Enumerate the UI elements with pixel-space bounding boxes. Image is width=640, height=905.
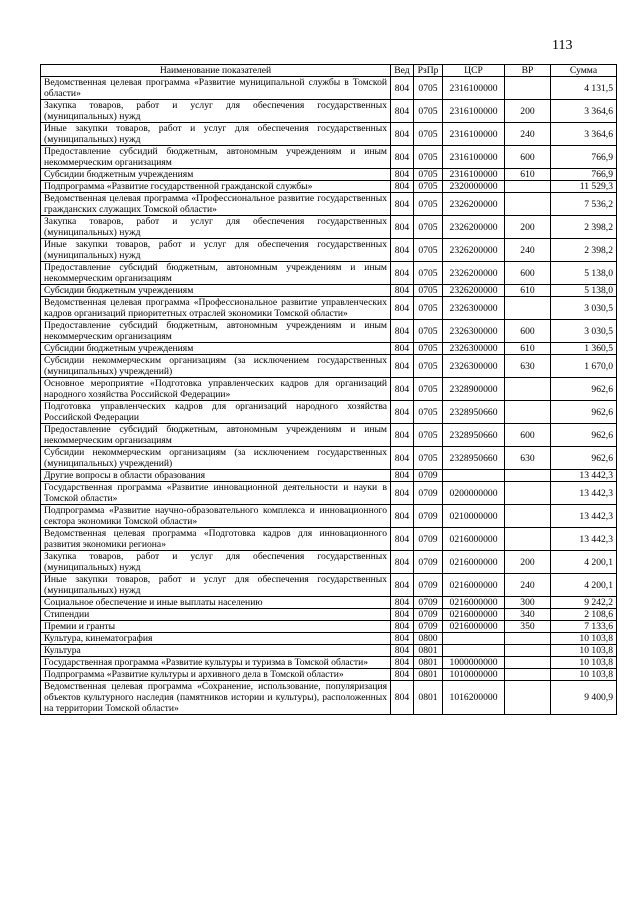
row-vr-cell: 630: [505, 355, 551, 378]
row-ved-cell: 804: [391, 609, 414, 621]
row-name-cell: Другие вопросы в области образования: [41, 470, 391, 482]
row-sum-cell: 766,9: [551, 146, 617, 169]
table-row: [41, 343, 617, 355]
row-csr-cell: 2326200000: [443, 262, 505, 285]
row-name-cell: Предоставление субсидий бюджетным, автономным учреждениям и иным некоммерческим организациям: [41, 262, 391, 285]
row-sum-cell: 962,6: [551, 378, 617, 401]
row-ved-cell: 804: [391, 574, 414, 597]
row-csr-cell: 0216000000: [443, 528, 505, 551]
row-name-cell: Ведомственная целевая программа «Профессиональное развитие управленческих кадров организаций приоритетных отраслей экономики Томской области»: [41, 297, 391, 320]
row-rzpr-cell: 0800: [414, 633, 443, 645]
row-rzpr-cell: 0709: [414, 597, 443, 609]
row-csr-cell: 2328900000: [443, 378, 505, 401]
row-rzpr-cell: 0705: [414, 123, 443, 146]
row-rzpr-cell: 0705: [414, 216, 443, 239]
table-row: [41, 669, 617, 681]
row-vr-cell: 610: [505, 285, 551, 297]
row-ved-cell: 804: [391, 470, 414, 482]
table-row: [41, 447, 617, 470]
table-row: [41, 239, 617, 262]
row-ved-cell: 804: [391, 123, 414, 146]
row-vr-cell: [505, 193, 551, 216]
row-rzpr-cell: 0705: [414, 447, 443, 470]
row-vr-cell: 200: [505, 100, 551, 123]
table-row: [41, 505, 617, 528]
table-row: [41, 378, 617, 401]
row-vr-cell: 600: [505, 262, 551, 285]
row-vr-cell: 350: [505, 621, 551, 633]
row-vr-cell: [505, 181, 551, 193]
row-sum-cell: 2 108,6: [551, 609, 617, 621]
row-sum-cell: 3 364,6: [551, 100, 617, 123]
row-rzpr-cell: 0801: [414, 657, 443, 669]
table-header-row: [41, 65, 617, 77]
table-row: [41, 657, 617, 669]
row-name-cell: Закупка товаров, работ и услуг для обеспечения государственных (муниципальных) нужд: [41, 551, 391, 574]
row-vr-cell: 200: [505, 216, 551, 239]
row-sum-cell: 1 670,0: [551, 355, 617, 378]
row-sum-cell: 7 536,2: [551, 193, 617, 216]
table-row: [41, 482, 617, 505]
table-row: [41, 551, 617, 574]
row-rzpr-cell: 0705: [414, 146, 443, 169]
row-sum-cell: 5 138,0: [551, 262, 617, 285]
row-sum-cell: 10 103,8: [551, 657, 617, 669]
row-rzpr-cell: 0705: [414, 297, 443, 320]
row-csr-cell: 2316100000: [443, 169, 505, 181]
row-sum-cell: 5 138,0: [551, 285, 617, 297]
table-row: [41, 100, 617, 123]
row-csr-cell: 0216000000: [443, 574, 505, 597]
row-name-cell: Субсидии бюджетным учреждениям: [41, 169, 391, 181]
row-csr-cell: 0216000000: [443, 621, 505, 633]
row-name-cell: Субсидии некоммерческим организациям (за исключением государственных (муниципальных) учреждений): [41, 355, 391, 378]
row-csr-cell: [443, 470, 505, 482]
row-vr-cell: [505, 77, 551, 100]
row-sum-cell: 962,6: [551, 401, 617, 424]
row-name-cell: Ведомственная целевая программа «Профессиональное развитие государственных гражданских служащих Томской области»: [41, 193, 391, 216]
row-name-cell: Иные закупки товаров, работ и услуг для обеспечения государственных (муниципальных) нужд: [41, 239, 391, 262]
row-ved-cell: 804: [391, 320, 414, 343]
row-sum-cell: 11 529,3: [551, 181, 617, 193]
row-csr-cell: 2326200000: [443, 216, 505, 239]
row-rzpr-cell: 0709: [414, 505, 443, 528]
row-rzpr-cell: 0705: [414, 193, 443, 216]
row-vr-cell: [505, 681, 551, 715]
row-vr-cell: [505, 645, 551, 657]
table-row: [41, 401, 617, 424]
row-ved-cell: 804: [391, 297, 414, 320]
row-name-cell: Субсидии некоммерческим организациям (за исключением государственных (муниципальных) учреждений): [41, 447, 391, 470]
row-csr-cell: 2320000000: [443, 181, 505, 193]
row-ved-cell: 804: [391, 424, 414, 447]
table-row: [41, 123, 617, 146]
row-vr-cell: [505, 378, 551, 401]
row-name-cell: Подпрограмма «Развитие государственной гражданской службы»: [41, 181, 391, 193]
row-ved-cell: 804: [391, 77, 414, 100]
row-vr-cell: [505, 633, 551, 645]
row-sum-cell: 4 200,1: [551, 574, 617, 597]
header-name: Наименование показателей: [41, 65, 391, 77]
page-number: 113: [552, 38, 573, 53]
row-rzpr-cell: 0709: [414, 528, 443, 551]
row-sum-cell: 13 442,3: [551, 505, 617, 528]
row-rzpr-cell: 0705: [414, 285, 443, 297]
row-rzpr-cell: 0705: [414, 378, 443, 401]
row-rzpr-cell: 0709: [414, 609, 443, 621]
table-row: [41, 285, 617, 297]
row-rzpr-cell: 0705: [414, 181, 443, 193]
row-ved-cell: 804: [391, 216, 414, 239]
row-name-cell: Основное мероприятие «Подготовка управленческих кадров для организаций народного хозяйства Российской Федерации»: [41, 378, 391, 401]
row-rzpr-cell: 0801: [414, 669, 443, 681]
table-row: [41, 320, 617, 343]
row-rzpr-cell: 0705: [414, 239, 443, 262]
row-csr-cell: 2326200000: [443, 285, 505, 297]
table-row: [41, 216, 617, 239]
row-ved-cell: 804: [391, 262, 414, 285]
row-name-cell: Предоставление субсидий бюджетным, автономным учреждениям и иным некоммерческим организациям: [41, 320, 391, 343]
row-csr-cell: 2326300000: [443, 343, 505, 355]
row-ved-cell: 804: [391, 169, 414, 181]
row-vr-cell: [505, 401, 551, 424]
row-name-cell: Стипендии: [41, 609, 391, 621]
row-csr-cell: 2316100000: [443, 123, 505, 146]
row-sum-cell: 3 030,5: [551, 320, 617, 343]
row-name-cell: Социальное обеспечение и иные выплаты населению: [41, 597, 391, 609]
row-vr-cell: [505, 528, 551, 551]
row-sum-cell: 1 360,5: [551, 343, 617, 355]
row-rzpr-cell: 0709: [414, 470, 443, 482]
row-vr-cell: [505, 470, 551, 482]
row-vr-cell: 610: [505, 169, 551, 181]
row-vr-cell: 610: [505, 343, 551, 355]
row-name-cell: Подпрограмма «Развитие научно-образовательного комплекса и инновационного сектора экономики Томской области»: [41, 505, 391, 528]
row-name-cell: Предоставление субсидий бюджетным, автономным учреждениям и иным некоммерческим организациям: [41, 146, 391, 169]
table-row: [41, 181, 617, 193]
table-row: [41, 574, 617, 597]
row-ved-cell: 804: [391, 343, 414, 355]
row-ved-cell: 804: [391, 447, 414, 470]
row-vr-cell: [505, 505, 551, 528]
row-ved-cell: 804: [391, 285, 414, 297]
row-ved-cell: 804: [391, 657, 414, 669]
row-rzpr-cell: 0705: [414, 100, 443, 123]
row-vr-cell: 200: [505, 551, 551, 574]
row-rzpr-cell: 0705: [414, 355, 443, 378]
row-rzpr-cell: 0705: [414, 77, 443, 100]
row-vr-cell: [505, 657, 551, 669]
row-sum-cell: 4 200,1: [551, 551, 617, 574]
row-csr-cell: 0216000000: [443, 609, 505, 621]
row-name-cell: Иные закупки товаров, работ и услуг для обеспечения государственных (муниципальных) нужд: [41, 123, 391, 146]
row-sum-cell: 2 398,2: [551, 239, 617, 262]
row-sum-cell: 766,9: [551, 169, 617, 181]
row-sum-cell: 4 131,5: [551, 77, 617, 100]
table-row: [41, 262, 617, 285]
table-row: [41, 621, 617, 633]
row-sum-cell: 13 442,3: [551, 470, 617, 482]
row-ved-cell: 804: [391, 355, 414, 378]
row-csr-cell: 2326300000: [443, 297, 505, 320]
row-vr-cell: 630: [505, 447, 551, 470]
row-csr-cell: [443, 645, 505, 657]
row-ved-cell: 804: [391, 100, 414, 123]
row-ved-cell: 804: [391, 482, 414, 505]
header-sum: Сумма: [551, 65, 617, 77]
row-csr-cell: 2328950660: [443, 401, 505, 424]
table-row: [41, 146, 617, 169]
row-sum-cell: 9 242,2: [551, 597, 617, 609]
row-sum-cell: 13 442,3: [551, 482, 617, 505]
row-csr-cell: 2316100000: [443, 146, 505, 169]
row-ved-cell: 804: [391, 633, 414, 645]
row-csr-cell: 2326300000: [443, 320, 505, 343]
row-csr-cell: 2326200000: [443, 239, 505, 262]
row-name-cell: Предоставление субсидий бюджетным, автономным учреждениям и иным некоммерческим организациям: [41, 424, 391, 447]
row-name-cell: Культура, кинематография: [41, 633, 391, 645]
table-row: [41, 470, 617, 482]
row-sum-cell: 10 103,8: [551, 645, 617, 657]
row-vr-cell: [505, 297, 551, 320]
row-csr-cell: 2326300000: [443, 355, 505, 378]
row-csr-cell: [443, 633, 505, 645]
table-row: [41, 193, 617, 216]
row-vr-cell: 340: [505, 609, 551, 621]
row-sum-cell: 10 103,8: [551, 633, 617, 645]
row-rzpr-cell: 0709: [414, 574, 443, 597]
table-row: [41, 355, 617, 378]
row-ved-cell: 804: [391, 401, 414, 424]
row-csr-cell: 1000000000: [443, 657, 505, 669]
row-ved-cell: 804: [391, 551, 414, 574]
row-sum-cell: 10 103,8: [551, 669, 617, 681]
row-ved-cell: 804: [391, 528, 414, 551]
row-name-cell: Иные закупки товаров, работ и услуг для обеспечения государственных (муниципальных) нужд: [41, 574, 391, 597]
table-row: [41, 645, 617, 657]
row-csr-cell: 1016200000: [443, 681, 505, 715]
table-row: [41, 77, 617, 100]
row-sum-cell: 962,6: [551, 447, 617, 470]
row-csr-cell: 0216000000: [443, 551, 505, 574]
row-rzpr-cell: 0705: [414, 424, 443, 447]
row-name-cell: Закупка товаров, работ и услуг для обеспечения государственных (муниципальных) нужд: [41, 216, 391, 239]
row-name-cell: Премии и гранты: [41, 621, 391, 633]
row-vr-cell: 600: [505, 424, 551, 447]
row-csr-cell: 2326200000: [443, 193, 505, 216]
row-sum-cell: 7 133,6: [551, 621, 617, 633]
row-rzpr-cell: 0801: [414, 645, 443, 657]
row-name-cell: Субсидии бюджетным учреждениям: [41, 285, 391, 297]
row-rzpr-cell: 0705: [414, 262, 443, 285]
header-vr: ВР: [505, 65, 551, 77]
row-name-cell: Закупка товаров, работ и услуг для обеспечения государственных (муниципальных) нужд: [41, 100, 391, 123]
row-sum-cell: 13 442,3: [551, 528, 617, 551]
header-csr: ЦСР: [443, 65, 505, 77]
row-csr-cell: 2328950660: [443, 447, 505, 470]
row-rzpr-cell: 0709: [414, 551, 443, 574]
row-ved-cell: 804: [391, 146, 414, 169]
row-name-cell: Подпрограмма «Развитие культуры и архивного дела в Томской области»: [41, 669, 391, 681]
table-row: [41, 528, 617, 551]
row-vr-cell: 240: [505, 574, 551, 597]
row-rzpr-cell: 0705: [414, 320, 443, 343]
row-ved-cell: 804: [391, 505, 414, 528]
row-rzpr-cell: 0801: [414, 681, 443, 715]
row-csr-cell: 1010000000: [443, 669, 505, 681]
row-vr-cell: 240: [505, 123, 551, 146]
row-vr-cell: 600: [505, 320, 551, 343]
table-row: [41, 297, 617, 320]
row-ved-cell: 804: [391, 645, 414, 657]
row-rzpr-cell: 0705: [414, 169, 443, 181]
row-csr-cell: 2316100000: [443, 77, 505, 100]
row-csr-cell: 2316100000: [443, 100, 505, 123]
row-rzpr-cell: 0705: [414, 343, 443, 355]
row-name-cell: Ведомственная целевая программа «Подготовка кадров для инновационного развития экономики региона»: [41, 528, 391, 551]
row-vr-cell: [505, 669, 551, 681]
row-ved-cell: 804: [391, 681, 414, 715]
row-csr-cell: 0216000000: [443, 597, 505, 609]
row-vr-cell: 300: [505, 597, 551, 609]
row-csr-cell: 0200000000: [443, 482, 505, 505]
row-rzpr-cell: 0705: [414, 401, 443, 424]
header-ved: Вед: [391, 65, 414, 77]
table-row: [41, 424, 617, 447]
row-ved-cell: 804: [391, 669, 414, 681]
row-name-cell: Ведомственная целевая программа «Сохранение, использование, популяризация объектов культурного наследия (памятников истории и культуры), расположенных на территории Томской области»: [41, 681, 391, 715]
row-ved-cell: 804: [391, 239, 414, 262]
row-name-cell: Государственная программа «Развитие культуры и туризма в Томской области»: [41, 657, 391, 669]
row-sum-cell: 962,6: [551, 424, 617, 447]
table-row: [41, 597, 617, 609]
row-ved-cell: 804: [391, 378, 414, 401]
row-ved-cell: 804: [391, 597, 414, 609]
row-rzpr-cell: 0709: [414, 482, 443, 505]
row-csr-cell: 2328950660: [443, 424, 505, 447]
table-row: [41, 681, 617, 715]
row-rzpr-cell: 0709: [414, 621, 443, 633]
row-name-cell: Подготовка управленческих кадров для организаций народного хозяйства Российской Федерации: [41, 401, 391, 424]
row-ved-cell: 804: [391, 193, 414, 216]
row-vr-cell: 600: [505, 146, 551, 169]
table-row: [41, 609, 617, 621]
row-ved-cell: 804: [391, 181, 414, 193]
row-sum-cell: 3 364,6: [551, 123, 617, 146]
table-row: [41, 169, 617, 181]
row-csr-cell: 0210000000: [443, 505, 505, 528]
header-rzpr: РзПр: [414, 65, 443, 77]
row-name-cell: Ведомственная целевая программа «Развитие муниципальной службы в Томской области»: [41, 77, 391, 100]
row-ved-cell: 804: [391, 621, 414, 633]
row-vr-cell: [505, 482, 551, 505]
row-name-cell: Субсидии бюджетным учреждениям: [41, 343, 391, 355]
row-vr-cell: 240: [505, 239, 551, 262]
table-row: [41, 633, 617, 645]
row-sum-cell: 2 398,2: [551, 216, 617, 239]
row-name-cell: Государственная программа «Развитие инновационной деятельности и науки в Томской области»: [41, 482, 391, 505]
row-name-cell: Культура: [41, 645, 391, 657]
row-sum-cell: 3 030,5: [551, 297, 617, 320]
budget-table: [40, 64, 617, 715]
row-sum-cell: 9 400,9: [551, 681, 617, 715]
